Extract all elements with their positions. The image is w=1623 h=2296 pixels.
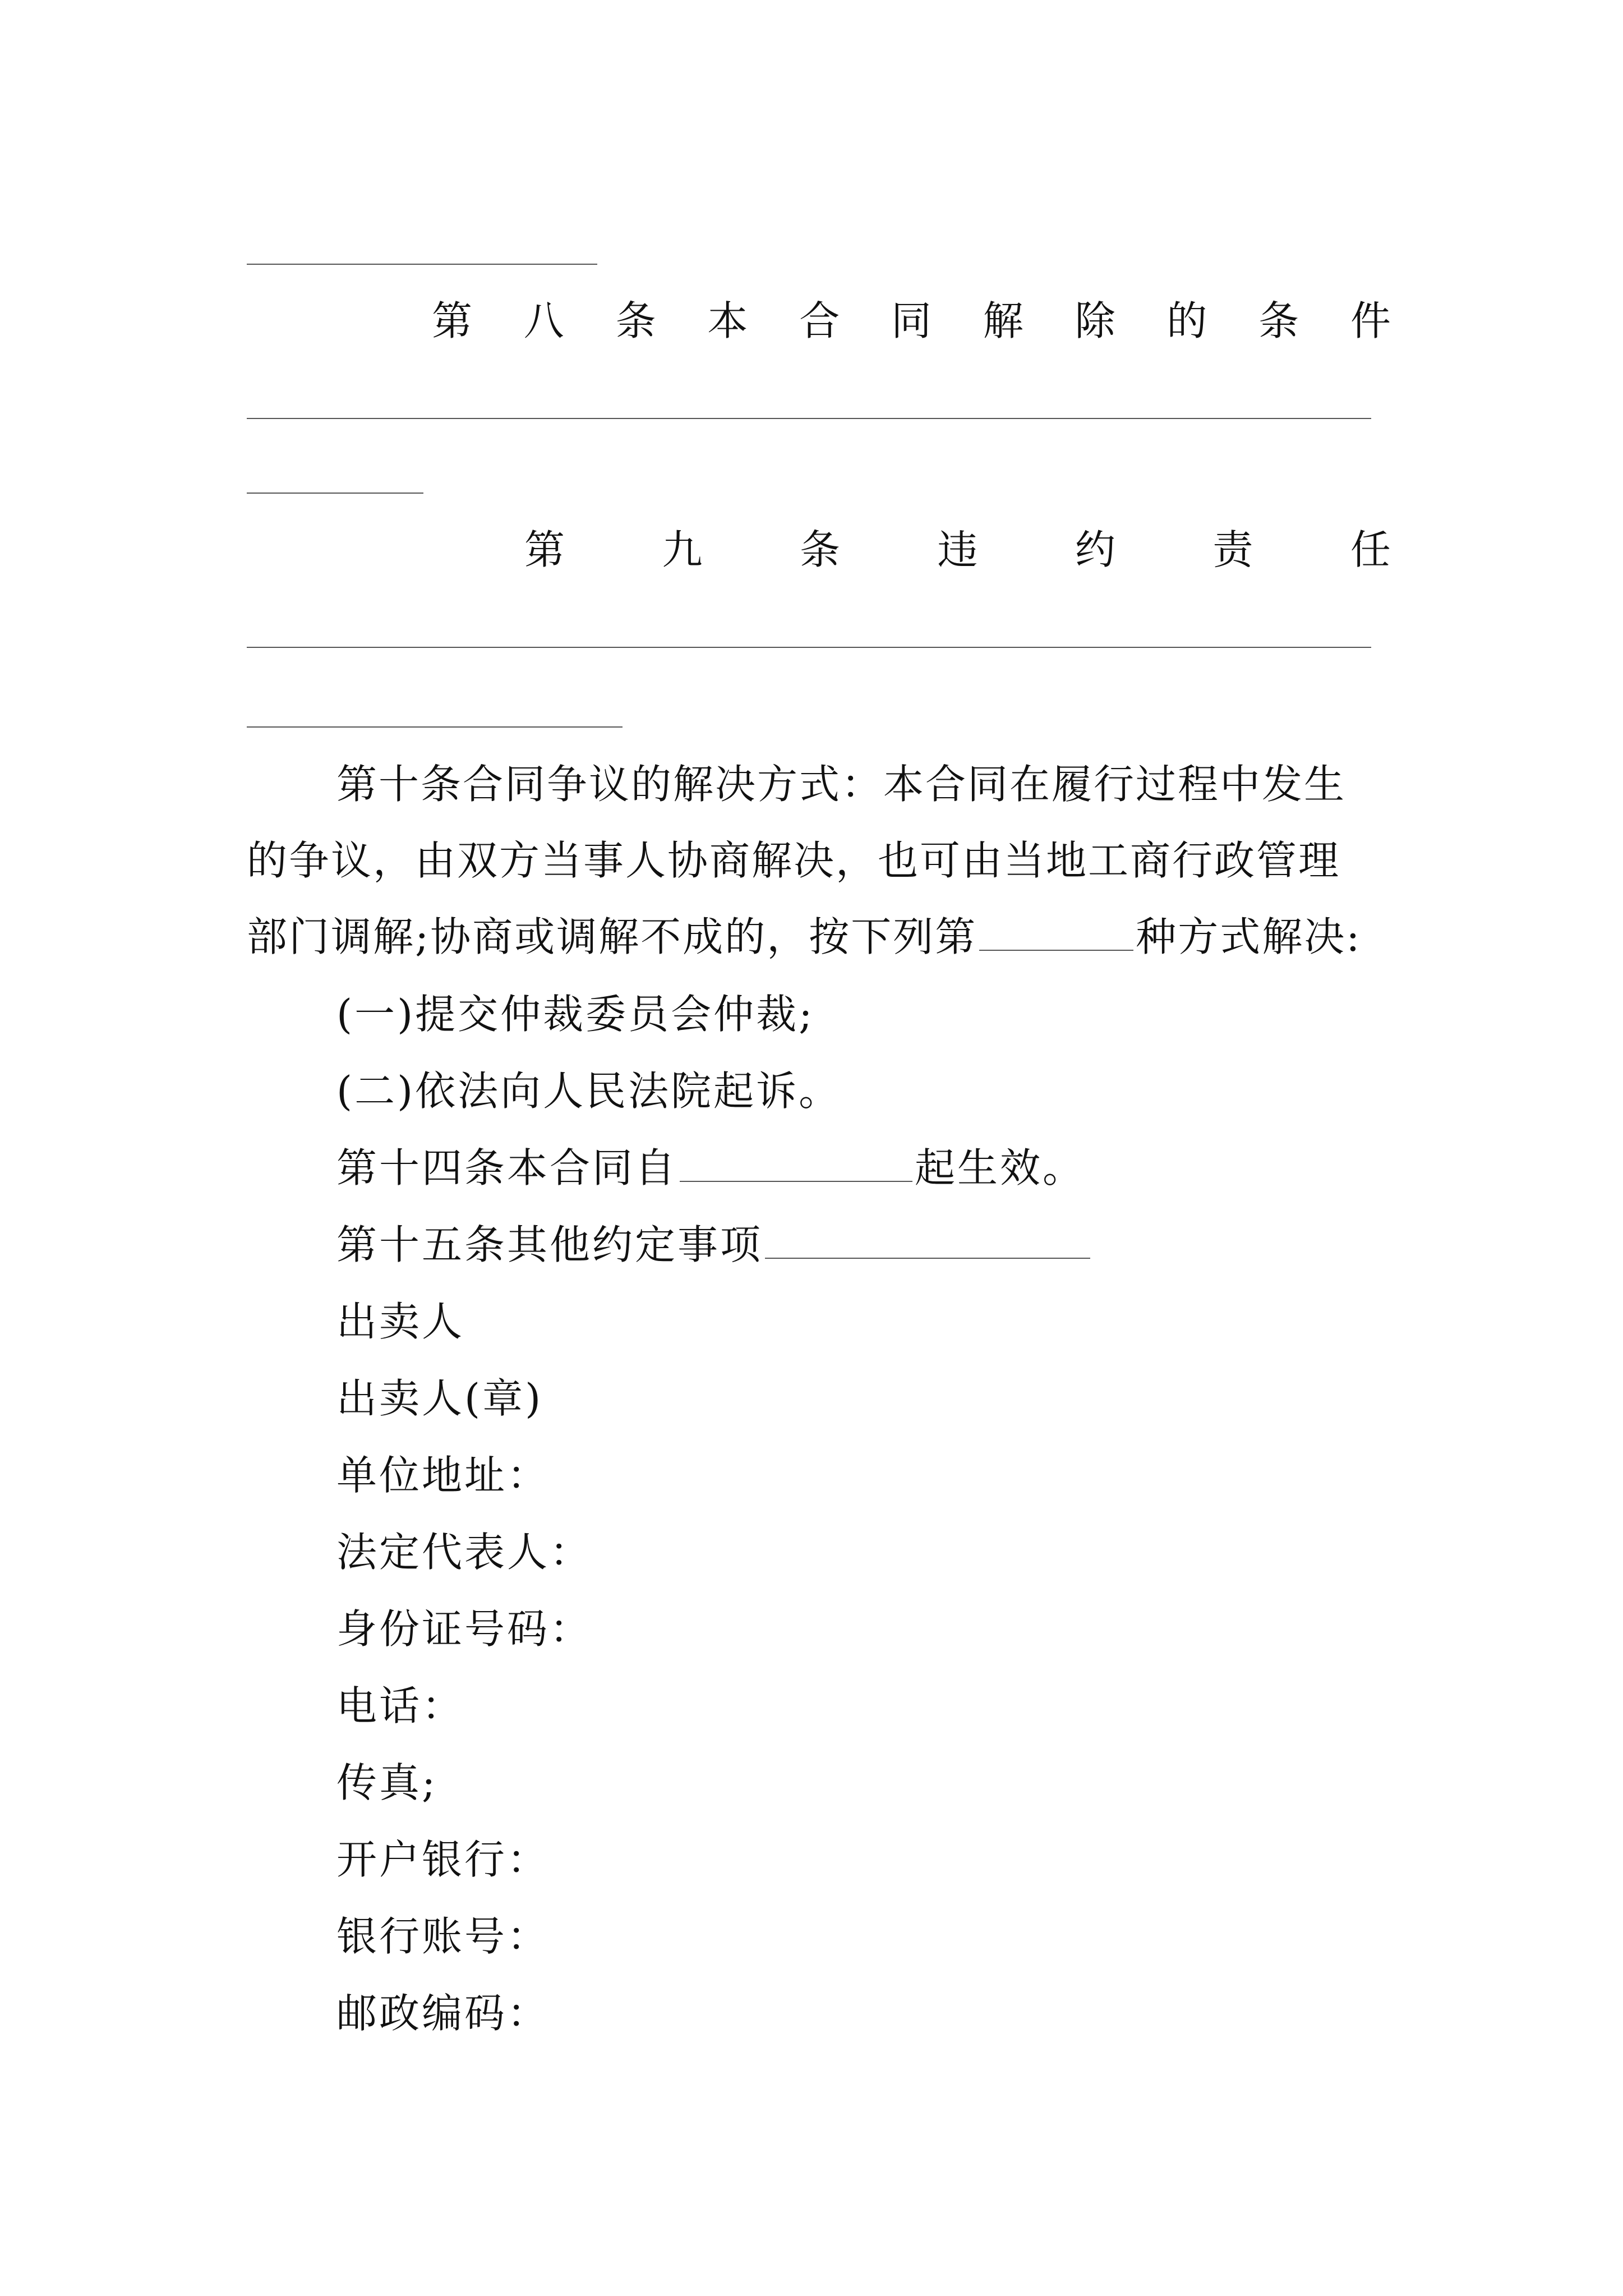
option-litigation <box>336 1063 841 1119</box>
article-8-char: 合 <box>799 297 840 344</box>
article-8-char: 除 <box>1075 297 1115 344</box>
article-8-char: 同 <box>891 297 932 344</box>
article-9-char: 条 <box>799 526 840 573</box>
article-10-text-2: 的争议，由双方当事人协商解决，也可由当地工商行政管理 <box>247 837 1341 884</box>
article-9-char: 责 <box>1212 526 1253 573</box>
article-10-text-3a: 部门调解;协商或调解不成的，按下列第 <box>247 913 978 960</box>
article-9-char: 约 <box>1075 526 1115 573</box>
article-8-char: 八 <box>523 297 564 344</box>
seller-title-text: 出卖人 <box>336 1298 465 1345</box>
seller-phone-label: 电话： <box>336 1682 465 1729</box>
blank-rule-article-8-short <box>247 493 423 494</box>
article-15-text: 第十五条其他约定事项 <box>336 1221 763 1268</box>
blank-rule-article-9-long <box>247 647 1371 648</box>
seller-legal-rep-label: 法定代表人： <box>336 1529 593 1576</box>
article-8-char: 条 <box>615 297 656 344</box>
article-8-char: 件 <box>1350 297 1391 344</box>
article-9-heading <box>524 522 1391 578</box>
article-8-heading <box>432 293 1391 349</box>
seller-seal <box>336 1370 543 1427</box>
seller-postcode-field <box>336 1985 550 2041</box>
option-arbitration <box>336 986 814 1042</box>
article-8-char: 解 <box>983 297 1023 344</box>
option-2-text: (二)依法向人民法院起诉。 <box>336 1068 842 1115</box>
seller-fax-field <box>336 1755 437 1811</box>
article-9-char: 任 <box>1350 526 1391 573</box>
seller-seal-text: 出卖人(章) <box>336 1375 543 1422</box>
article-15 <box>336 1217 1092 1273</box>
seller-postcode-label: 邮政编码： <box>336 1990 550 2037</box>
seller-fax-label: 传真; <box>336 1759 438 1806</box>
blank-rule-article-8-long <box>247 418 1371 419</box>
article-9-char: 违 <box>937 526 978 573</box>
article-10-line-2 <box>247 822 1391 899</box>
seller-bank-label: 开户银行： <box>336 1836 550 1883</box>
seller-title <box>336 1294 464 1350</box>
seller-address-field <box>336 1447 550 1503</box>
article-14-text-a: 第十四条本合同自 <box>336 1144 678 1191</box>
seller-bank-field <box>336 1832 550 1888</box>
other-matters-blank[interactable] <box>765 1217 1090 1259</box>
article-9-char: 第 <box>524 526 565 573</box>
article-10-text-3b: 种方式解决: <box>1136 913 1362 960</box>
article-8-char: 的 <box>1166 297 1207 344</box>
option-1-text: (一)提交仲裁委员会仲裁; <box>336 991 815 1038</box>
seller-id-number-field <box>336 1601 592 1657</box>
article-8-char: 条 <box>1258 297 1299 344</box>
article-8-char: 本 <box>707 297 748 344</box>
seller-account-field <box>336 1908 550 1964</box>
blank-rule-article-9-short <box>247 726 623 728</box>
dispute-method-blank[interactable] <box>979 909 1133 951</box>
article-10-text-1: 第十条合同争议的解决方式：本合同在履行过程中发生 <box>336 761 1347 808</box>
article-10-line-3 <box>247 899 1391 975</box>
seller-account-label: 银行账号： <box>336 1913 550 1960</box>
article-8-char: 第 <box>432 297 473 344</box>
article-9-char: 九 <box>662 526 703 573</box>
seller-address-label: 单位地址： <box>336 1452 550 1499</box>
effective-date-blank[interactable] <box>680 1140 912 1182</box>
article-14 <box>336 1140 1085 1196</box>
blank-rule-top <box>247 264 597 265</box>
seller-id-number-label: 身份证号码： <box>336 1605 593 1653</box>
seller-phone-field <box>336 1678 464 1734</box>
seller-legal-rep-field <box>336 1524 592 1580</box>
article-14-text-b: 起生效。 <box>915 1144 1086 1191</box>
article-10-line-1 <box>336 746 1391 822</box>
